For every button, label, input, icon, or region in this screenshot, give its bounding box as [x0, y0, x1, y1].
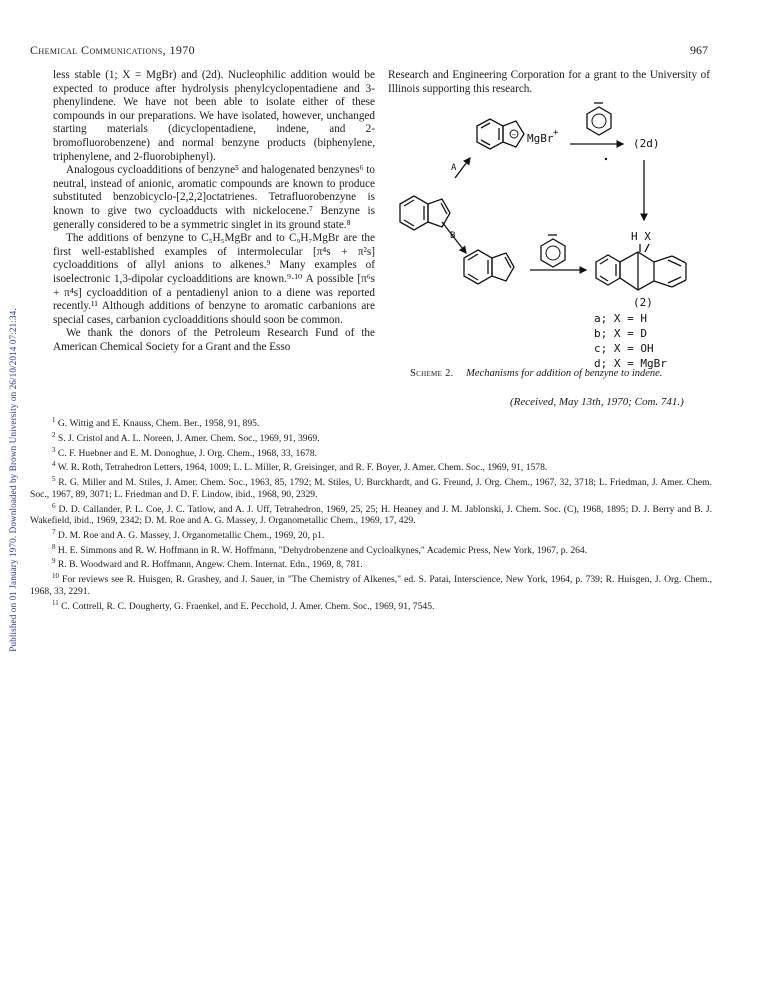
reference-item: $^8$ H. E. Simmons and R. W. Hoffmann in R. W. Hoffmann, "Dehydrobenzene and Cycloalkynes," Academic Press, New York, 1967, p. 264.: [52, 542, 588, 556]
variant-c: c; X = OH: [594, 342, 654, 355]
scheme-caption: [410, 368, 662, 379]
reference-item: $^7$ D. M. Roe and A. G. Massey, J. Organometallic Chem., 1969, 20, p1.: [52, 527, 325, 542]
received-date: (Received, May 13th, 1970; Com. 741.): [510, 396, 684, 408]
indene-structure: [400, 196, 450, 230]
right-column: [388, 69, 710, 96]
references: [30, 415, 712, 612]
label-a: A: [451, 163, 457, 173]
hx-label: H X: [631, 230, 651, 243]
paragraph: The additions of benzyne to C₅H₅MgBr and to C₉H₇MgBr are the first well-established examples of intermolecular [π⁴s + π²s] cycloadditions of allyl anions to alkenes.⁹ Many examples of isoelectronic 1,3-dipolar cycloadditions are known.⁹·¹⁰ A possible [π⁶s + π⁴s] cycloaddition of a pentadienyl anion to a diene was reported recently.¹¹ Although additions of benzyne to aromatic carbanions are special cases, carbanion cycloadditions should soon be common.: [53, 232, 375, 326]
label-b: B: [450, 231, 456, 241]
left-column: [53, 69, 375, 354]
benzyne-structure: [587, 103, 611, 135]
reference-item: $^5$ R. G. Miller and M. Stiles, J. Amer. Chem. Soc., 1963, 85, 1792; M. Stiles, U. Burckhardt, and G. Freund, J. Org. Chem., 1967, 32, 3718; L. Friedman, J. Amer. Chem. Soc., 1967, 89, 3071; L. Friedman and D. F. Lindow, ibid., 1968, 90, 2329.: [30, 475, 712, 500]
scheme-caption-label: Scheme 2.: [410, 368, 454, 379]
variant-d: d; X = MgBr: [594, 357, 667, 370]
reference-item: $^2$ S. J. Cristol and A. L. Noreen, J. Amer. Chem. Soc., 1969, 91, 3969.: [52, 430, 320, 444]
product-2d-label: (2d): [633, 137, 660, 150]
paragraph: less stable (1; X = MgBr) and (2d). Nucleophilic addition would be expected to produce after hydrolysis phenylcyclopentadiene and 3-phenylindene. We have not been able to isolate either of these compounds in our preparations. We have isolated, however, unchanged starting materials (dicyclopentadiene, indene, and 2-bromofluorobenzene) and normal benzyne products (biphenylene, triphenylene, and 2-fluorobiphenyl).: [53, 69, 375, 163]
benzyne-bottom-structure: [541, 235, 565, 267]
reference-item: $^9$ R. B. Woodward and R. Hoffmann, Angew. Chem. Internat. Edn., 1969, 8, 781.: [52, 557, 363, 571]
page-number: 967: [690, 43, 708, 57]
product-2-label: (2): [633, 296, 653, 309]
reference-item: $^6$ D. D. Callander, P. L. Coe, J. C. Tatlow, and A. J. Uff, Tetrahedron, 1969, 25, 25; H. Heaney and J. M. Jablonski, J. Chem. Soc. (C), 1968, 1895; D. J. Berry and B. J. Wakefield, ibid., 1969, 2342; D. M. Roe and A. G. Massey, J. Organometallic Chem., 1969, 17, 429.: [30, 501, 712, 527]
svg-text:−: −: [512, 131, 517, 139]
indenyl-mgbr-structure: [477, 119, 524, 149]
plus-sign: +: [553, 128, 559, 138]
reference-item: $^1$ G. Wittig and E. Knauss, Chem. Ber., 1958, 91, 895.: [52, 416, 260, 430]
indene-bottom-structure: [464, 250, 514, 284]
benzobicyclo-product-structure: [596, 244, 686, 290]
reference-item: $^{10}$ For reviews see R. Huisgen, R. Grashey, and J. Sauer, in "The Chemistry of Alkenes," ed. S. Patai, Interscience, New York, 1964, p. 739; R. Huisgen, J. Org. Chem., 1968, 33, 2291.: [30, 572, 712, 597]
reference-item: $^3$ C. F. Huebner and E. M. Donoghue, J. Org. Chem., 1968, 33, 1678.: [52, 445, 318, 459]
download-sidebar: [6, 170, 20, 790]
reference-item: $^4$ W. R. Roth, Tetrahedron Letters, 1964, 1009; L. L. Miller, R. Greisinger, and R. F. Boyer, J. Amer. Chem. Soc., 1969, 91, 1578.: [52, 460, 548, 474]
reference-item: $^{11}$ C. Cottrell, R. C. Dougherty, G. Fraenkel, and E. Pecchold, J. Amer. Chem. Soc., 1969, 91, 7545.: [52, 598, 435, 612]
paragraph: We thank the donors of the Petroleum Research Fund of the American Chemical Society for a Grant and the Esso: [53, 327, 375, 353]
download-notice: Published on 01 January 1970. Downloaded by Brown University on 26/10/2014 07:21:34.: [8, 308, 18, 652]
paragraph: Analogous cycloadditions of benzyne⁵ and halogenated benzynes⁶ to neutral, instead of anionic, aromatic compounds are known to produce substituted benzobicyclo-[2,2,2]octatrienes. Tetrafluorobenzyne is known to give two cycloadducts with nickelocene.⁷ Benzyne is generally considered to be a symmetric singlet in its ground state.⁸: [53, 164, 375, 231]
mgbr-label: MgBr: [527, 132, 554, 145]
variant-b: b; X = D: [594, 327, 647, 340]
variant-a: a; X = H: [594, 312, 647, 325]
journal-header: Chemical Communications, 1970: [30, 43, 196, 57]
paragraph: Research and Engineering Corporation for a grant to the University of Illinois supporting this research.: [388, 69, 710, 95]
scheme-caption-text: Mechanisms for addition of benzyne to indene.: [466, 368, 663, 379]
